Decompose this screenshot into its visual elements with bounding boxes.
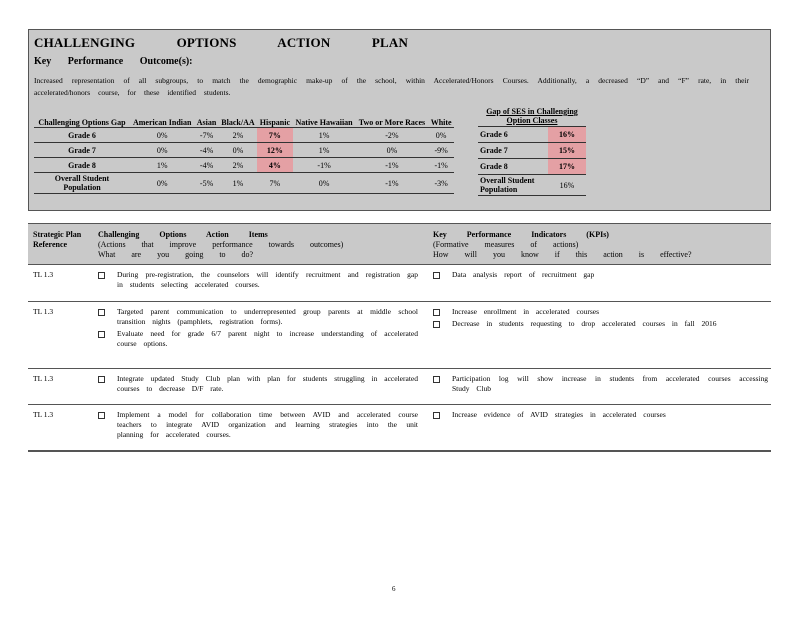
list-item (433, 270, 768, 280)
kpis (433, 410, 768, 422)
kpi-text: Data analysis report of recruitment gap (452, 270, 595, 279)
gap-table-header-row (34, 105, 454, 128)
table-cell-highlight: 12% (257, 143, 292, 158)
row-label: Overall Student Population (478, 175, 548, 196)
table-cell: 1% (293, 128, 356, 143)
page-title: CHALLENGING OPTIONS ACTION PLAN (34, 35, 409, 50)
row-label: Overall Student Population (34, 173, 130, 194)
plan-row (28, 265, 771, 302)
ses-gap-table (478, 106, 586, 196)
action-items-question: What are you going to do? (98, 250, 254, 259)
table-cell: 0% (428, 128, 454, 143)
kpis (433, 374, 768, 396)
table-cell: 16% (548, 175, 586, 196)
plan-ref: TL 1.3 (33, 270, 54, 279)
bullet-box-icon (433, 272, 440, 279)
table-cell: -1% (356, 158, 429, 173)
table-cell: 0% (293, 173, 356, 194)
table-row (34, 128, 454, 143)
kpi-text: Increase evidence of AVID strategies in accelerated courses (452, 410, 666, 419)
gap-header: Black/AA (219, 105, 258, 128)
gap-header: Native Hawaiian (293, 105, 356, 128)
table-cell: -1% (293, 158, 356, 173)
table-cell-highlight: 4% (257, 158, 292, 173)
summary-panel (28, 29, 771, 211)
ses-header: Gap of SES in Challenging Option Classes (478, 106, 586, 127)
table-cell: -4% (194, 143, 218, 158)
action-items (98, 410, 418, 442)
table-cell: -3% (428, 173, 454, 194)
action-item-text: Implement a model for collaboration time between AVID and accelerated course teachers to integrate AVID organization and learning strategies into the unit planning for accelerated courses. (117, 410, 418, 439)
row-label: Grade 8 (34, 158, 130, 173)
table-cell-highlight: 7% (257, 128, 292, 143)
table-cell-highlight: 17% (548, 159, 586, 175)
kpi-text: Increase enrollment in accelerated courses (452, 307, 600, 316)
plan-ref: TL 1.3 (33, 410, 54, 419)
gap-header: Challenging Options Gap (34, 105, 130, 128)
table-cell: -9% (428, 143, 454, 158)
list-item (98, 374, 418, 394)
table-row (478, 175, 586, 196)
plan-row (28, 369, 771, 405)
bullet-box-icon (433, 321, 440, 328)
bullet-box-icon (98, 376, 105, 383)
table-cell-highlight: 16% (548, 127, 586, 143)
kpi-heading-block (433, 230, 763, 260)
bullet-box-icon (433, 412, 440, 419)
row-label: Grade 6 (34, 128, 130, 143)
table-cell: 2% (219, 158, 258, 173)
bullet-box-icon (433, 309, 440, 316)
table-cell: 2% (219, 128, 258, 143)
bullet-box-icon (98, 272, 105, 279)
table-row (34, 143, 454, 158)
table-cell: -1% (356, 173, 429, 194)
gap-header: Asian (194, 105, 218, 128)
gap-header: White (428, 105, 454, 128)
row-label: Grade 6 (478, 127, 548, 143)
table-row (478, 143, 586, 159)
list-item (433, 374, 768, 394)
table-row (34, 173, 454, 194)
table-row (34, 158, 454, 173)
table-cell: 1% (219, 173, 258, 194)
table-cell: 0% (219, 143, 258, 158)
kpi-heading: Key Performance Indicators (KPIs) (433, 230, 609, 239)
action-items-heading: Challenging Options Action Items (98, 230, 268, 239)
action-plan-header (28, 223, 771, 265)
outcome-text: Increased representation of all subgroups, to match the demographic make-up of the school, within Accelerated/Honors Courses. Additionally, a decreased “D” and “F” rate, in their accelerated/honors course, for these identified students. (34, 76, 749, 97)
list-item (433, 307, 768, 317)
plan-ref: TL 1.3 (33, 374, 54, 383)
list-item (98, 410, 418, 440)
row-label: Grade 8 (478, 159, 548, 175)
action-items-heading-block (98, 230, 418, 260)
kpi-subheading: (Formative measures of actions) (433, 240, 579, 249)
plan-row (28, 302, 771, 369)
action-items (98, 270, 418, 292)
action-item-text: During pre-registration, the counselors will identify recruitment and registration gap in students selecting accelerated courses. (117, 270, 418, 289)
action-item-text: Evaluate need for grade 6/7 parent night to increase understanding of accelerated course options. (117, 329, 418, 348)
table-row (478, 127, 586, 143)
list-item (98, 270, 418, 290)
action-items-subheading: (Actions that improve performance towards outcomes) (98, 240, 344, 249)
bullet-box-icon (98, 309, 105, 316)
table-cell: 0% (130, 143, 194, 158)
table-cell-highlight: 15% (548, 143, 586, 159)
table-cell: -7% (194, 128, 218, 143)
table-row (478, 159, 586, 175)
gap-table (34, 105, 454, 194)
action-item-text: Integrate updated Study Club plan with plan for students struggling in accelerated courses to decrease D/F rate. (117, 374, 418, 393)
gap-header: American Indian (130, 105, 194, 128)
list-item (433, 410, 768, 420)
action-items (98, 374, 418, 396)
list-item (433, 319, 768, 329)
table-cell: -4% (194, 158, 218, 173)
list-item (98, 329, 418, 349)
kpo-heading: Key Performance Outcome(s): (34, 56, 193, 67)
kpi-question: How will you know if this action is effective? (433, 250, 692, 259)
bullet-box-icon (98, 331, 105, 338)
table-cell: 0% (130, 173, 194, 194)
table-cell: 7% (257, 173, 292, 194)
gap-header: Two or More Races (356, 105, 429, 128)
table-cell: 0% (130, 128, 194, 143)
table-cell: 1% (130, 158, 194, 173)
table-cell: -1% (428, 158, 454, 173)
table-cell: -2% (356, 128, 429, 143)
plan-row (28, 405, 771, 451)
action-items (98, 307, 418, 351)
action-item-text: Targeted parent communication to underrepresented group parents at middle school transition nights (pamphlets, registration forms). (117, 307, 418, 326)
plan-ref: TL 1.3 (33, 307, 54, 316)
table-cell: -5% (194, 173, 218, 194)
action-plan-panel (28, 223, 771, 452)
row-label: Grade 7 (478, 143, 548, 159)
bullet-box-icon (98, 412, 105, 419)
table-cell: 1% (293, 143, 356, 158)
kpi-text: Participation log will show increase in students from accelerated courses accessing Study Club (452, 374, 768, 393)
row-label: Grade 7 (34, 143, 130, 158)
list-item (98, 307, 418, 327)
strategic-plan-ref-heading: Strategic Plan Reference (33, 230, 82, 249)
page-number: 6 (392, 585, 396, 593)
kpis (433, 270, 768, 282)
kpi-text: Decrease in students requesting to drop accelerated courses in fall 2016 (452, 319, 717, 328)
kpis (433, 307, 768, 331)
table-cell: 0% (356, 143, 429, 158)
bullet-box-icon (433, 376, 440, 383)
gap-header: Hispanic (257, 105, 292, 128)
